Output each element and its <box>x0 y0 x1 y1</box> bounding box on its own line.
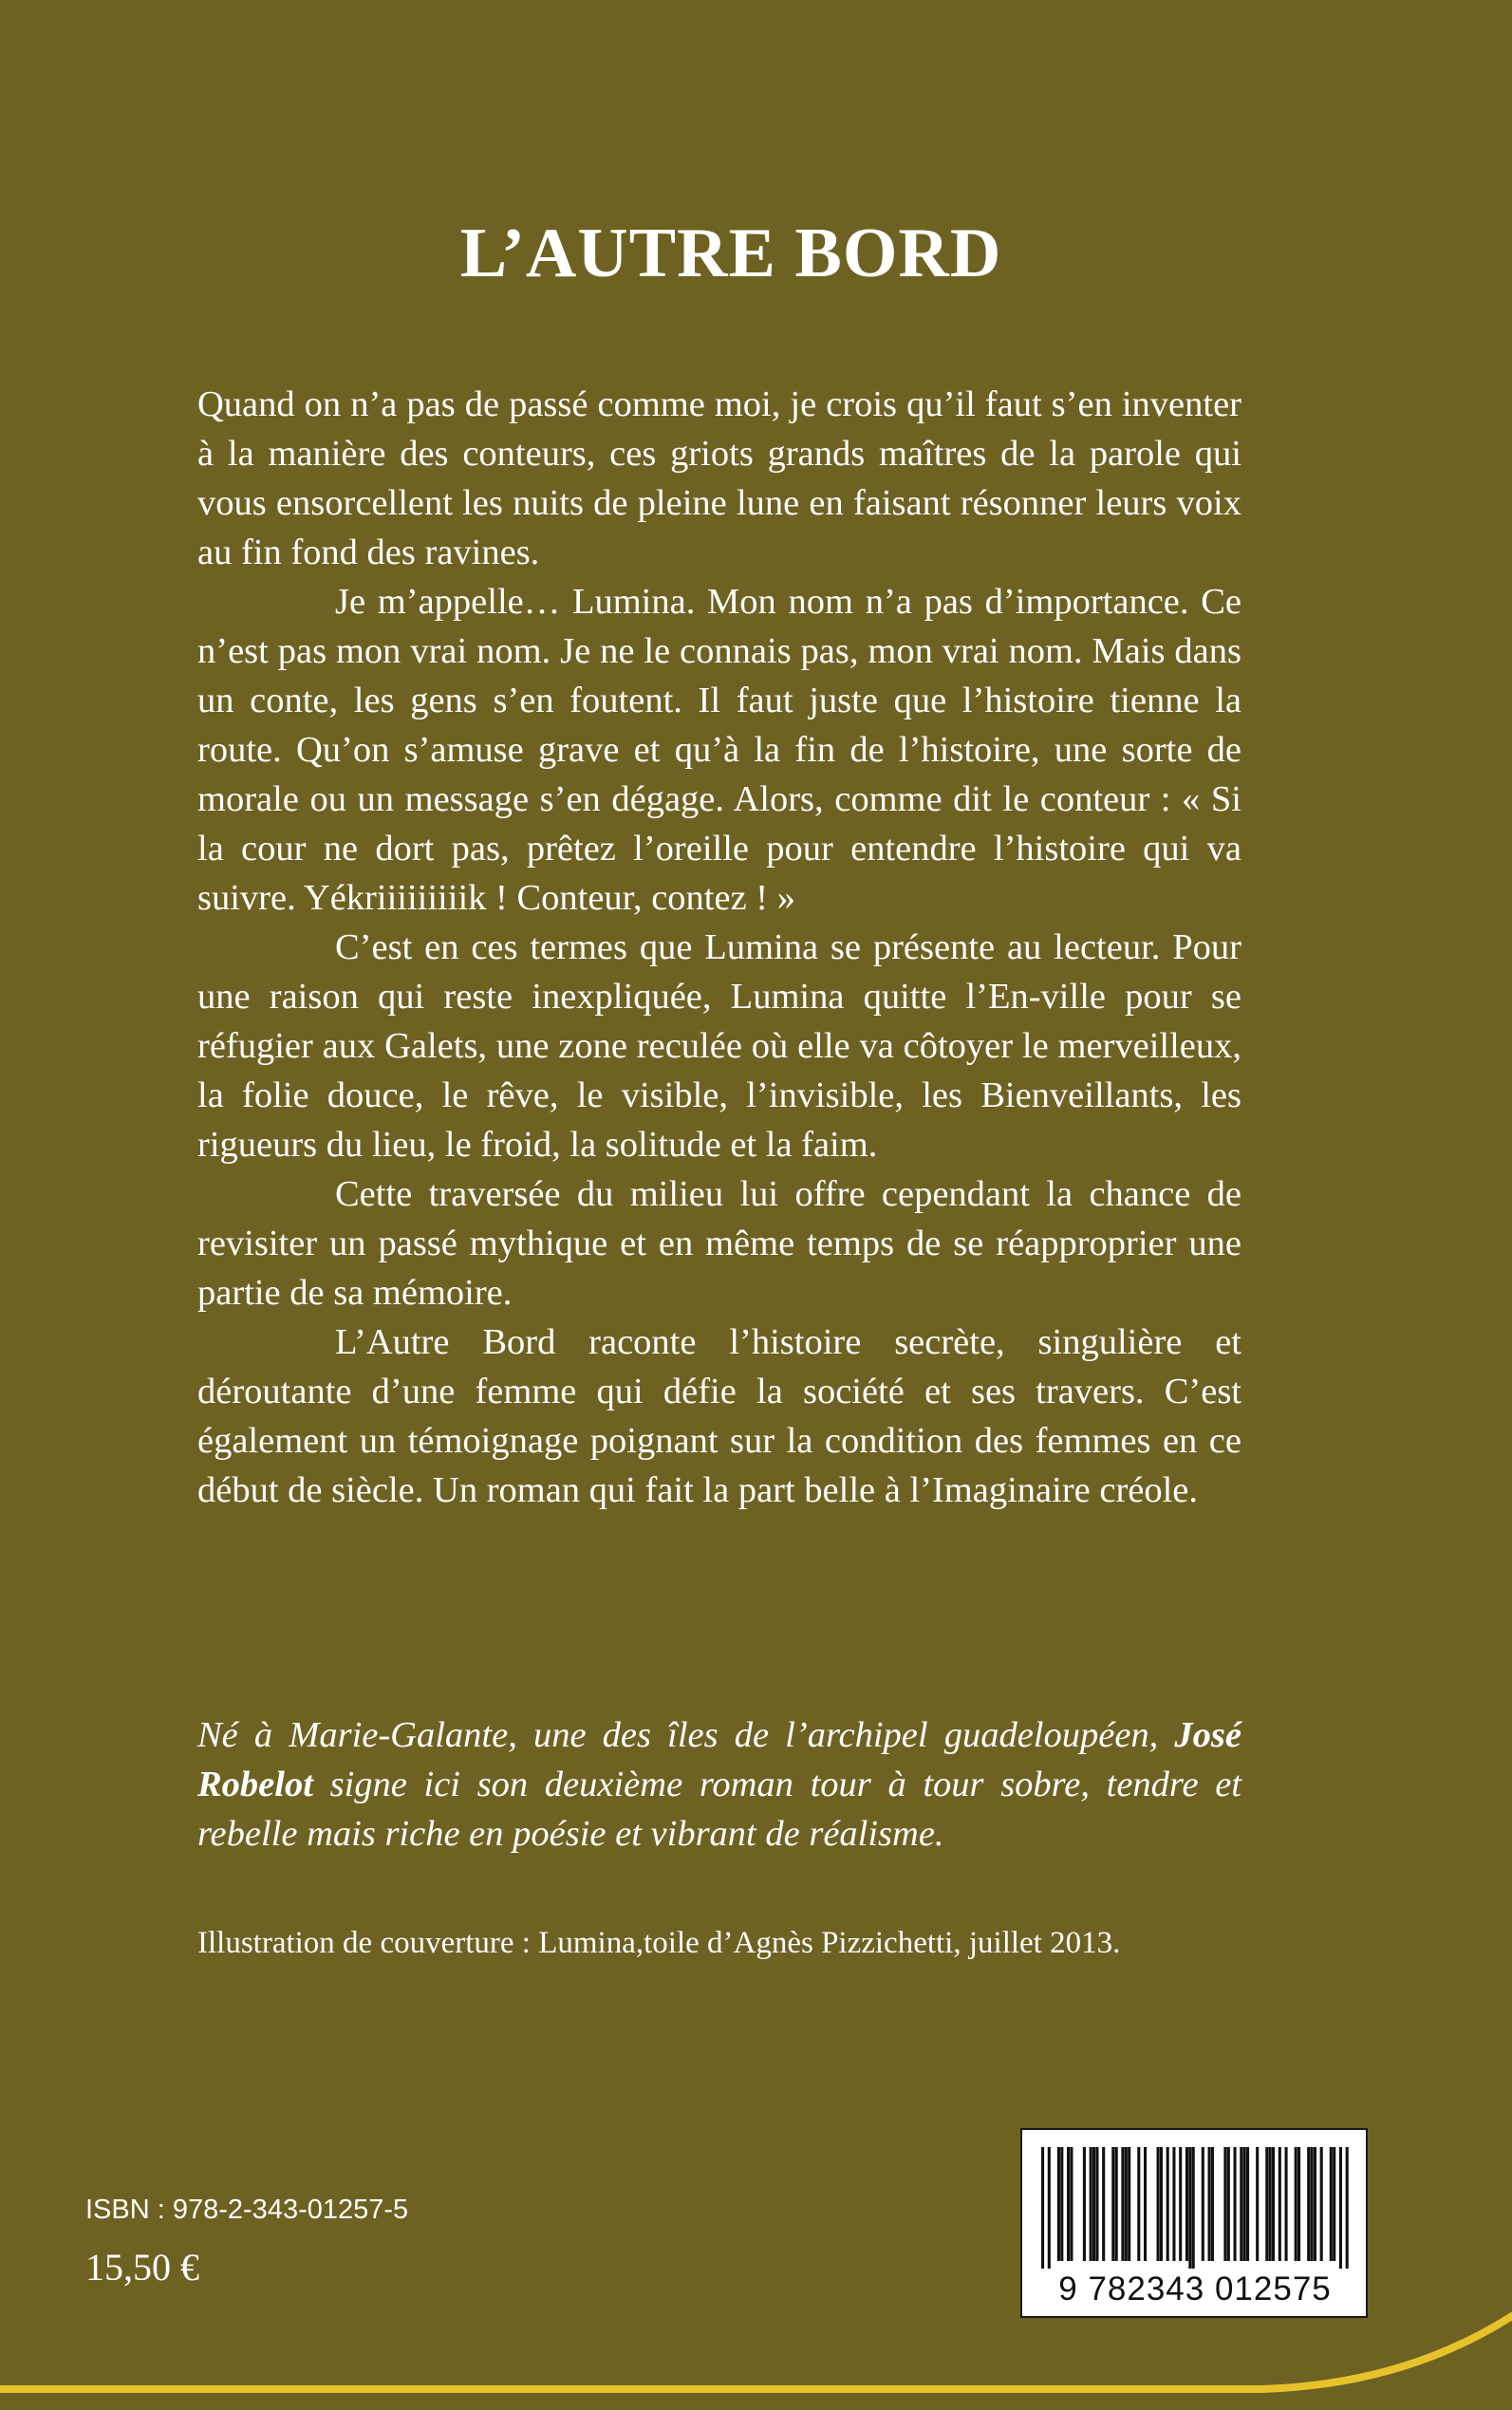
barcode-bar <box>1272 2147 1275 2261</box>
barcode-bar <box>1157 2147 1160 2261</box>
synopsis-paragraph: C’est en ces termes que Lumina se présente au lecteur. Pour une raison qui reste inexpliquée, Lumina quitte l’En-ville pour se réfugier aux Galets, une zone reculée où elle va côtoyer le merveilleux, la folie douce, le rêve, le visible, l’invisible, les Bienveillants, les rigueurs du lieu, le froid, la solitude et la faim. <box>197 927 1241 1165</box>
barcode-bar <box>1307 2147 1310 2261</box>
barcode-bar <box>1279 2147 1281 2261</box>
barcode-bar <box>1083 2147 1086 2261</box>
barcode-bar <box>1070 2147 1073 2261</box>
barcode-bar <box>1048 2147 1051 2269</box>
barcode-bar <box>1346 2147 1349 2269</box>
barcode-bar <box>1269 2147 1272 2261</box>
barcode-bar <box>1111 2147 1114 2261</box>
barcode-bar <box>1121 2147 1124 2261</box>
barcode-bars <box>1041 2147 1349 2269</box>
barcode-bar <box>1192 2147 1195 2269</box>
barcode-bar <box>1128 2147 1130 2261</box>
barcode-bar <box>1339 2147 1342 2269</box>
barcode-bar <box>1295 2147 1297 2261</box>
barcode-bar <box>1179 2147 1182 2261</box>
barcode-bar <box>1211 2147 1214 2261</box>
barcode-bar <box>1160 2147 1163 2261</box>
barcode-bar <box>1188 2147 1191 2269</box>
barcode-bar <box>1125 2147 1128 2261</box>
synopsis-paragraph: L’Autre Bord raconte l’histoire secrète, singulière et déroutante d’une femme qui défie la société et ses travers. C’est également un témoignage poignant sur la condition des femmes en ce début de siècle. Un roman qui fait la part belle à l’Imaginaire créole. <box>197 1322 1241 1510</box>
barcode-bar <box>1285 2147 1288 2261</box>
barcode-bar <box>1144 2147 1147 2261</box>
barcode-bar <box>1227 2147 1230 2261</box>
barcode-bar <box>1256 2147 1259 2261</box>
barcode-bar <box>1314 2147 1316 2261</box>
author-bio-text: signe ici son deuxième roman tour à tour sobre, tendre et rebelle mais riche en poésie et vibrant de réalisme. <box>197 1765 1241 1854</box>
author-name: José Robelot <box>197 1715 1241 1804</box>
barcode-bar <box>1311 2147 1314 2261</box>
barcode-digits: 9 782343 012575 <box>1058 2270 1332 2307</box>
barcode-bar <box>1092 2147 1095 2261</box>
barcode-bar <box>1333 2147 1335 2261</box>
barcode-bar <box>1060 2147 1063 2261</box>
barcode-bar <box>1234 2147 1237 2261</box>
barcode-bar <box>1208 2147 1211 2261</box>
price: 15,50 € <box>85 2246 199 2289</box>
barcode-bar <box>1090 2147 1092 2261</box>
barcode-bar <box>1067 2147 1070 2261</box>
barcode-bar <box>1320 2147 1323 2261</box>
book-title: L’AUTRE BORD <box>459 215 1002 292</box>
barcode-bar <box>1297 2147 1300 2261</box>
barcode-bar <box>1243 2147 1246 2261</box>
author-bio-text: Né à Marie-Galante, une des îles de l’archipel guadeloupéen, <box>197 1715 1175 1755</box>
barcode-bar <box>1102 2147 1105 2261</box>
barcode-bar <box>1167 2147 1169 2261</box>
isbn: ISBN : 978-2-343-01257-5 <box>85 2195 409 2225</box>
barcode-bar <box>1095 2147 1098 2261</box>
author-bio <box>197 1710 1241 1859</box>
synopsis <box>197 380 1241 1515</box>
barcode-bar <box>1137 2147 1140 2261</box>
barcode-bar <box>1172 2147 1175 2261</box>
barcode-bar <box>1115 2147 1118 2261</box>
synopsis-paragraph: Cette traversée du milieu lui offre cependant la chance de revisiter un passé mythique et en même temps de se réapproprier une partie de sa mémoire. <box>197 1174 1241 1313</box>
barcode-bar <box>1202 2147 1204 2261</box>
barcode-bar <box>1185 2147 1188 2261</box>
barcode <box>1020 2128 1368 2318</box>
synopsis-paragraph: Quand on n’a pas de passé comme moi, je crois qu’il faut s’en inventer à la manière des conteurs, ces griots grands maîtres de la parole qui vous ensorcellent les nuits de pleine lune en faisant résonner leurs voix au fin fond des ravines. <box>197 384 1241 572</box>
barcode-bar <box>1041 2147 1044 2269</box>
barcode-bar <box>1240 2147 1242 2261</box>
barcode-bar <box>1330 2147 1333 2261</box>
barcode-bar <box>1246 2147 1249 2261</box>
barcode-bar <box>1057 2147 1060 2261</box>
barcode-bar <box>1265 2147 1268 2261</box>
illustration-credit: Illustration de couverture : Lumina,toile d’Agnès Pizzichetti, juillet 2013. <box>197 1926 1121 1960</box>
synopsis-paragraph: Je m’appelle… Lumina. Mon nom n’a pas d’importance. Ce n’est pas mon vrai nom. Je ne le connais pas, mon vrai nom. Mais dans un conte, les gens s’en foutent. Il faut juste que l’histoire tienne la route. Qu’on s’amuse grave et qu’à la fin de l’histoire, une sorte de morale ou un message s’en dégage. Alors, comme dit le conteur : « Si la cour ne dort pas, prêtez l’oreille pour entendre l’histoire qui va suivre. Yékriiiiiiiiik ! Conteur, contez ! » <box>197 582 1241 918</box>
barcode-bar <box>1223 2147 1226 2261</box>
